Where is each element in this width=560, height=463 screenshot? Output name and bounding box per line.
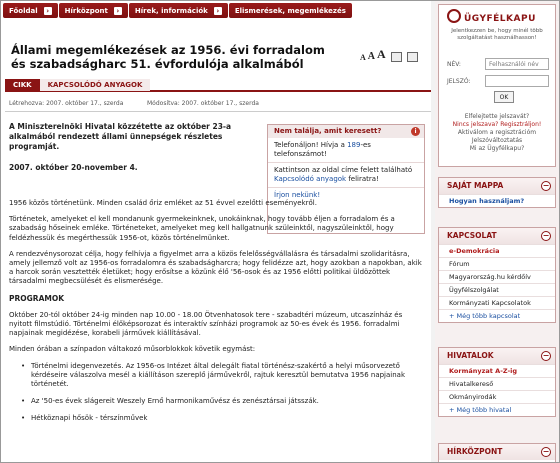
- article-lead: A Miniszterelnöki Hivatal közzétette az október 23-a alkalmából rendezett állami ünnepségek részletes programját.: [9, 122, 232, 151]
- event-date: 2007. október 20-november 4.: [9, 163, 138, 172]
- breadcrumb-label: Elismerések, megemlékezés: [234, 6, 346, 15]
- related-materials-link[interactable]: Kapcsolódó anyagok: [274, 175, 347, 183]
- sajat-mappa-box: [438, 177, 556, 208]
- help-box-header: [268, 125, 424, 138]
- box-title: HÍRKÖZPONT: [447, 447, 503, 456]
- login-links: [439, 113, 555, 153]
- collapse-icon[interactable]: −: [542, 181, 550, 190]
- write-to-us-link[interactable]: Írjon nekünk!: [274, 191, 321, 199]
- article-meta: [9, 100, 429, 107]
- sidebar-item-kormanyzati-kapcsolatok[interactable]: Kormányzati Kapcsolatok: [439, 296, 555, 309]
- help-text: -es telefonszámot!: [274, 141, 371, 158]
- paragraph: 1956 közös történetünk. Minden család őriz emléket az 51 évvel ezelőtti eseményekről.: [9, 199, 317, 207]
- font-large-button[interactable]: A: [377, 47, 386, 61]
- password-input[interactable]: [485, 75, 549, 87]
- chevron-right-icon: ›: [214, 7, 222, 15]
- help-item-phone: [268, 138, 424, 163]
- more-offices-link[interactable]: + Még több hivatal: [439, 403, 555, 416]
- register-link[interactable]: Nincs jelszava? Regisztráljon!: [452, 121, 542, 128]
- sidebar-item-kormanyzat-a-z[interactable]: Kormányzat A-Z-ig: [439, 364, 555, 377]
- hirkozpont-box: [438, 443, 556, 463]
- breadcrumb-item-elismeresek[interactable]: [229, 3, 352, 18]
- list-item: • Hétköznapi hősök - térszínművek: [21, 414, 427, 423]
- help-text: Kattintson az oldal címe felett található: [274, 166, 413, 174]
- box-title: SAJÁT MAPPA: [447, 181, 504, 190]
- ugyfelkapu-login: [438, 4, 556, 167]
- sidebar-item-e-demokracia[interactable]: e-Demokrácia: [439, 244, 555, 257]
- name-label: NÉV:: [447, 61, 461, 68]
- tab-kapcsolodo-anyagok[interactable]: KAPCSOLÓDÓ ANYAGOK: [40, 79, 151, 91]
- hirkozpont-header[interactable]: [439, 444, 555, 460]
- list-item: • Az '50-es évek slágereit Weszely Ernő harmonikaművész és zenésztársai játsszák.: [21, 397, 427, 406]
- font-medium-button[interactable]: A: [367, 51, 376, 62]
- chevron-right-icon: ›: [44, 7, 52, 15]
- help-text: Telefonáljon! Hívja a: [274, 141, 348, 149]
- forgot-password-link[interactable]: Elfelejtette jelszavát?: [464, 113, 530, 120]
- breadcrumb-label: Hírek, információk: [134, 6, 208, 15]
- paragraph: Október 20-tól október 24-ig minden nap 10.00 - 18.00 Ötvenhatosok tere - szabadtéri múzeum, utcaszínház és nyitott filmstúdió. Történelmi élőképsorozat és interaktív színházi programok az 50-es évek és 1956. forradalmi napjainak megidézése, korabeli járművek kiállításával.: [9, 310, 403, 338]
- username-input[interactable]: Felhasználói név: [485, 58, 549, 70]
- created-date: Létrehozva: 2007. október 17., szerda: [9, 100, 124, 107]
- login-button[interactable]: OK: [494, 91, 514, 103]
- print-icon[interactable]: [391, 52, 402, 62]
- how-to-use-link[interactable]: Hogyan használjam?: [439, 194, 555, 207]
- collapse-icon[interactable]: −: [542, 447, 550, 456]
- article-tabs: [5, 79, 433, 92]
- breadcrumb-item-hirkozpont[interactable]: [59, 3, 128, 18]
- breadcrumb: [3, 3, 353, 18]
- modified-date: Módosítva: 2007. október 17., szerda: [147, 100, 259, 107]
- collapse-icon[interactable]: −: [542, 231, 550, 240]
- sidebar-item-forum[interactable]: Fórum: [439, 257, 555, 270]
- hivatalok-box: [438, 347, 556, 417]
- password-label: JELSZÓ:: [447, 78, 471, 85]
- font-small-button[interactable]: A: [360, 53, 366, 62]
- paragraph: Történetek, amelyeket el kell mondanunk gyermekeinknek, unokáinknak, hogy tovább éljen a forradalom és a szabadság hőseinek emléke. Történeteket, amelyeket meg kell hallgatnunk szüleinktől, nagyszüleinktől, hogy feldézhessük és megérthessük 1956-ot, közös történelmünket.: [9, 215, 395, 242]
- program-list: [21, 362, 427, 424]
- breadcrumb-item-hirek[interactable]: [129, 3, 228, 18]
- divider: [5, 111, 433, 112]
- list-item: • Történelmi idegenvezetés. Az 1956-os Intézet által delegált fiatal történész-szakértő a helyi műsorvezető kérdéseire válaszolva mesél a kiállításon szereplő járművekről, rajtuk keresztül bemutatva 1956 napjainak történetét.: [21, 362, 427, 390]
- breadcrumb-item-fooldal[interactable]: [3, 3, 58, 18]
- login-description: Jelentkezzen be, hogy minél több szolgáltatást használhasson!: [451, 28, 543, 41]
- box-title: HIVATALOK: [447, 351, 494, 360]
- article-body: [9, 199, 427, 432]
- paragraph: Minden órában a színpadon váltakozó műsorblokkok követik egymást:: [9, 345, 256, 354]
- sidebar: [435, 1, 560, 463]
- breadcrumb-label: Főoldal: [9, 6, 38, 15]
- kapcsolat-box: [438, 227, 556, 323]
- help-text: feliratra!: [346, 175, 379, 183]
- sidebar-item-ugyfelszolgalat[interactable]: Ügyfélszolgálat: [439, 283, 555, 296]
- what-is-link[interactable]: Mi az Ügyfélkapu?: [469, 145, 525, 152]
- tab-cikk[interactable]: CIKK: [5, 79, 40, 91]
- kapcsolat-header[interactable]: [439, 228, 555, 244]
- email-icon[interactable]: [407, 52, 418, 62]
- chevron-right-icon: ›: [114, 7, 122, 15]
- paragraph: A rendezvénysorozat célja, hogy felhívja a figyelmet arra a közös felelősségvállalásra és társadalmi szolidaritásra, amely jellemző volt az 1956-os forradalomra és szabadságharcra; hogy felidézze azt, hogy azokban a napokban, akik a harcok során vesztették életüket; hogy erősítse a közünk élő '56-osok és az 1956 előtti politikai üldözöttek társadalmi megbecsülését és elismerésége.: [9, 249, 422, 286]
- help-box-title: Nem találja, amit keresett?: [274, 127, 382, 135]
- sidebar-item-okmanyirodak[interactable]: Okmányirodák: [439, 390, 555, 403]
- ugyfelkapu-logo: ÜGYFÉLKAPU: [439, 5, 555, 24]
- collapse-icon[interactable]: −: [542, 351, 550, 360]
- page-title: Állami megemlékezések az 1956. évi forradalom és szabadságharc 51. évfordulója alkalmából: [11, 43, 325, 71]
- hivatalok-header[interactable]: [439, 348, 555, 364]
- section-heading: PROGRAMOK: [9, 293, 65, 303]
- change-password-link[interactable]: Jelszóváltoztatás: [471, 137, 523, 144]
- font-size-toolbar: [360, 47, 420, 62]
- help-item-related: [268, 163, 424, 188]
- more-contacts-link[interactable]: + Még több kapcsolat: [439, 309, 555, 322]
- info-icon: i: [411, 127, 420, 136]
- activate-link[interactable]: Aktiválom a regisztrációm: [457, 129, 537, 136]
- box-title: KAPCSOLAT: [447, 231, 497, 240]
- phone-link[interactable]: 189: [347, 141, 361, 149]
- sidebar-item-hivatalkereso[interactable]: Hivatalkereső: [439, 377, 555, 390]
- sidebar-item-kerdoiv[interactable]: Magyarország.hu kérdőív: [439, 270, 555, 283]
- breadcrumb-label: Hírközpont: [64, 6, 108, 15]
- sajat-mappa-header[interactable]: [439, 178, 555, 194]
- main-content: [3, 23, 433, 463]
